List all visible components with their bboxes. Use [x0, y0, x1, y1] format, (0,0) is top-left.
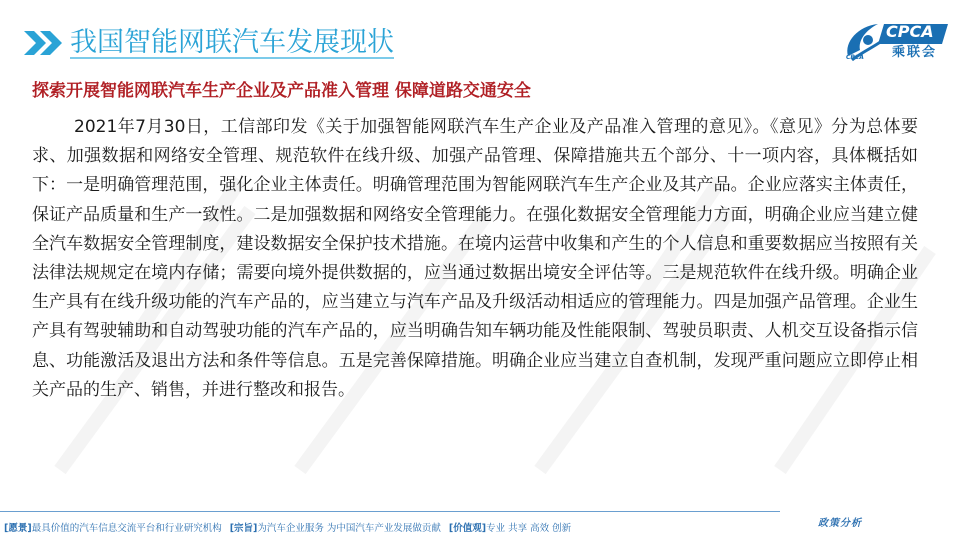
- section-heading: 探索开展智能网联汽车生产企业及产品准入管理 保障道路交通安全: [32, 81, 531, 101]
- body-paragraph: 2021年7月30日，工信部印发《关于加强智能网联汽车生产企业及产品准入管理的意见》。《意见》分为总体要求、加强数据和网络安全管理、规范软件在线升级、加强产品管理、保障措施共五个部分、十一项内容，具体概括如下：一是明确管理范围，强化企业主体责任。明确管理范围为智能网联汽车生产企业及其产品。企业应落实主体责任，保证产品质量和生产一致性。二是加强数据和网络安全管理能力。在强化数据安全管理能力方面，明确企业应当建立健全汽车数据安全管理制度，建设数据安全保护技术措施。在境内运营中收集和产生的个人信息和重要数据应当按照有关法律法规规定在境内存储；需要向境外提供数据的，应当通过数据出境安全评估等。三是规范软件在线升级。明确企业生产具有在线升级功能的汽车产品的，应当建立与汽车产品及升级活动相适应的管理能力。四是加强产品管理。企业生产具有驾驶辅助和自动驾驶功能的汽车产品的，应当明确告知车辆功能及性能限制、驾驶员职责、人机交互设备指示信息、功能激活及退出方法和条件等信息。五是完善保障措施。明确企业应当建立自查机制，发现严重问题应立即停止相关产品的生产、销售，并进行整改和报告。: [32, 117, 918, 400]
- logo-wordmark: CPCA: [886, 22, 934, 41]
- footer-vision-text: 最具价值的汽车信息交流平台和行业研究机构: [31, 523, 222, 534]
- footer-mission-text: 为汽车企业服务 为中国汽车产业发展做贡献: [257, 523, 441, 534]
- footer-divider: [0, 511, 780, 512]
- footer-values-tag: [价值观]: [448, 523, 487, 534]
- logo-small-wordmark: CPCA: [846, 54, 864, 61]
- footer-slogan: [4, 522, 571, 536]
- double-chevron-icon: [22, 28, 66, 58]
- slide-header: [0, 0, 960, 68]
- logo-chinese-name: 乘联会: [892, 45, 938, 60]
- footer-values-text: 专业 共享 高效 创新: [486, 523, 572, 534]
- page-title: 我国智能网联汽车发展现状: [70, 27, 394, 58]
- footer-mission-tag: [宗旨]: [229, 523, 258, 534]
- footer-section-label: 政策分析: [818, 518, 862, 529]
- footer-vision-tag: [愿景]: [4, 523, 32, 534]
